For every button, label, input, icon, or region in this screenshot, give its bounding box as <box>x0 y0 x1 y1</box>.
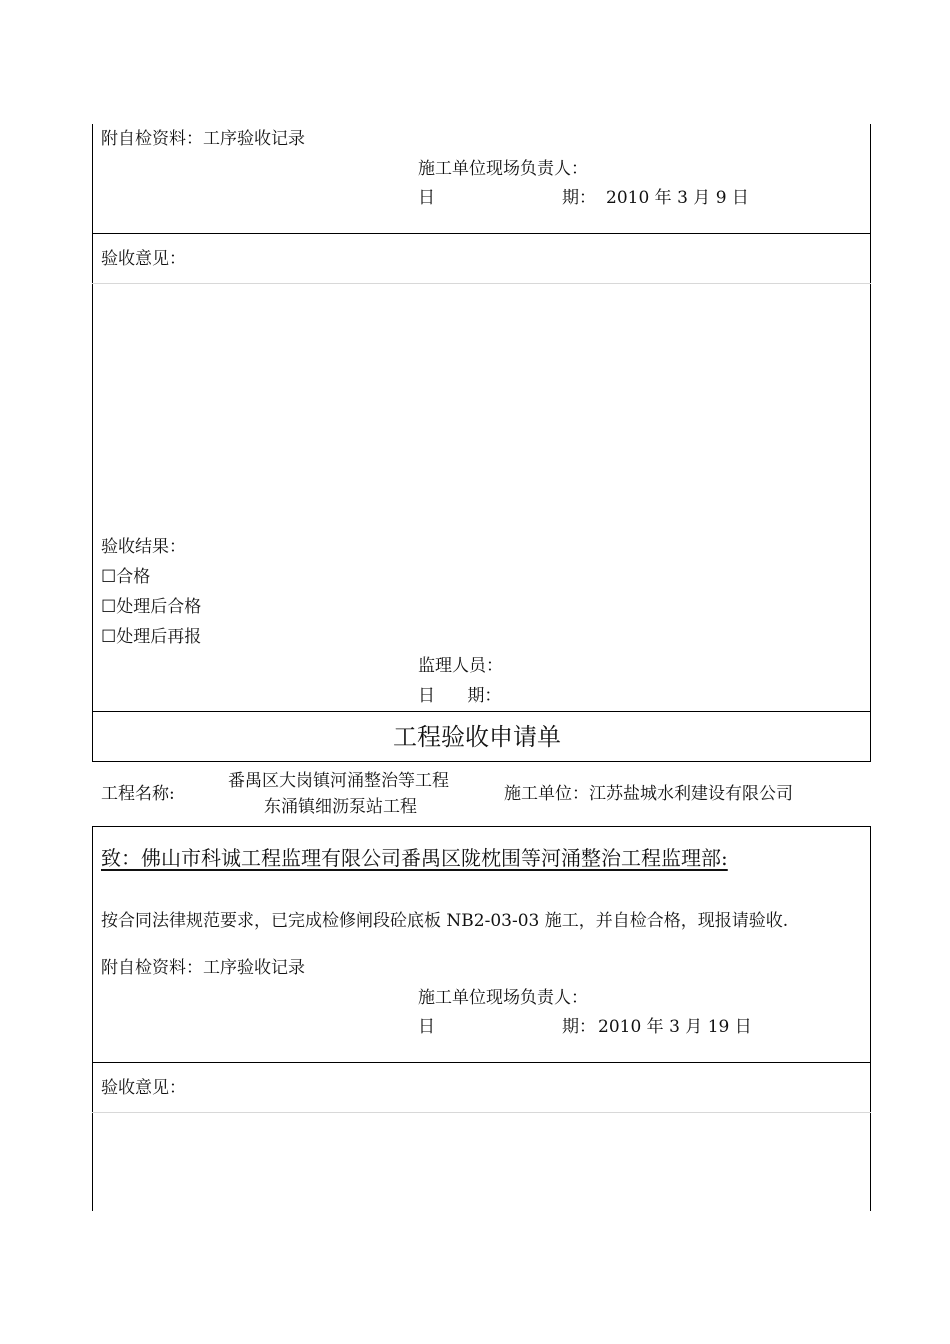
form2-top-border <box>92 826 871 827</box>
form1-left-border <box>92 124 93 762</box>
form2-left-border <box>92 826 93 1211</box>
form1-right-border <box>870 124 871 762</box>
form1-bottom-border <box>92 711 871 712</box>
form1-opinion-underline <box>92 283 871 284</box>
form2-date-label-right: 期： <box>562 1017 596 1037</box>
form2-opinion-underline <box>92 1112 871 1113</box>
form2-title-bottom-border <box>92 761 871 762</box>
form1-opinion-label: 验收意见： <box>101 249 186 269</box>
form2-date-value: 2010 年 3 月 19 日 <box>598 1017 752 1037</box>
form2-opinion-label: 验收意见： <box>101 1078 186 1098</box>
form2-project-name-label: 工程名称: <box>101 784 175 804</box>
form2-right-border <box>870 826 871 1211</box>
form1-contractor-rep-label: 施工单位现场负责人： <box>418 159 588 179</box>
form1-supervisor-label: 监理人员： <box>418 656 503 676</box>
form1-divider-1 <box>92 233 871 234</box>
form2-contractor: 施工单位：江苏盐城水利建设有限公司 <box>504 784 793 804</box>
form2-contractor-rep-label: 施工单位现场负责人： <box>418 988 588 1008</box>
form1-option-qualified[interactable]: ☐合格 <box>101 567 151 587</box>
form1-option-resubmit-after-fix[interactable]: ☐处理后再报 <box>101 627 202 647</box>
form2-divider-1 <box>92 1062 871 1063</box>
form1-date-label-left: 日 <box>418 188 435 208</box>
form1-date-value: 2010 年 3 月 9 日 <box>606 188 749 208</box>
form1-date-label-right: 期： <box>562 188 596 208</box>
form1-result-label: 验收结果： <box>101 537 186 557</box>
form2-attachment: 附自检资料：工序验收记录 <box>101 958 305 978</box>
form2-title: 工程验收申请单 <box>393 723 561 751</box>
form1-supervisor-date-label: 日 期： <box>418 686 502 706</box>
form1-option-qualified-after-fix[interactable]: ☐处理后合格 <box>101 597 202 617</box>
form2-request-text: 按合同法律规范要求，已完成检修闸段砼底板 NB2-03-03 施工，并自检合格，现报请验收. <box>101 911 789 931</box>
form1-attachment: 附自检资料：工序验收记录 <box>101 129 305 149</box>
form2-project-name-line1: 番禺区大岗镇河涌整治等工程 <box>228 771 449 791</box>
form2-project-name-line2: 东涌镇细沥泵站工程 <box>264 797 417 817</box>
form2-to-line: 致：佛山市科诚工程监理有限公司番禺区陇枕围等河涌整治工程监理部: <box>101 846 728 870</box>
form2-date-label-left: 日 <box>418 1017 435 1037</box>
